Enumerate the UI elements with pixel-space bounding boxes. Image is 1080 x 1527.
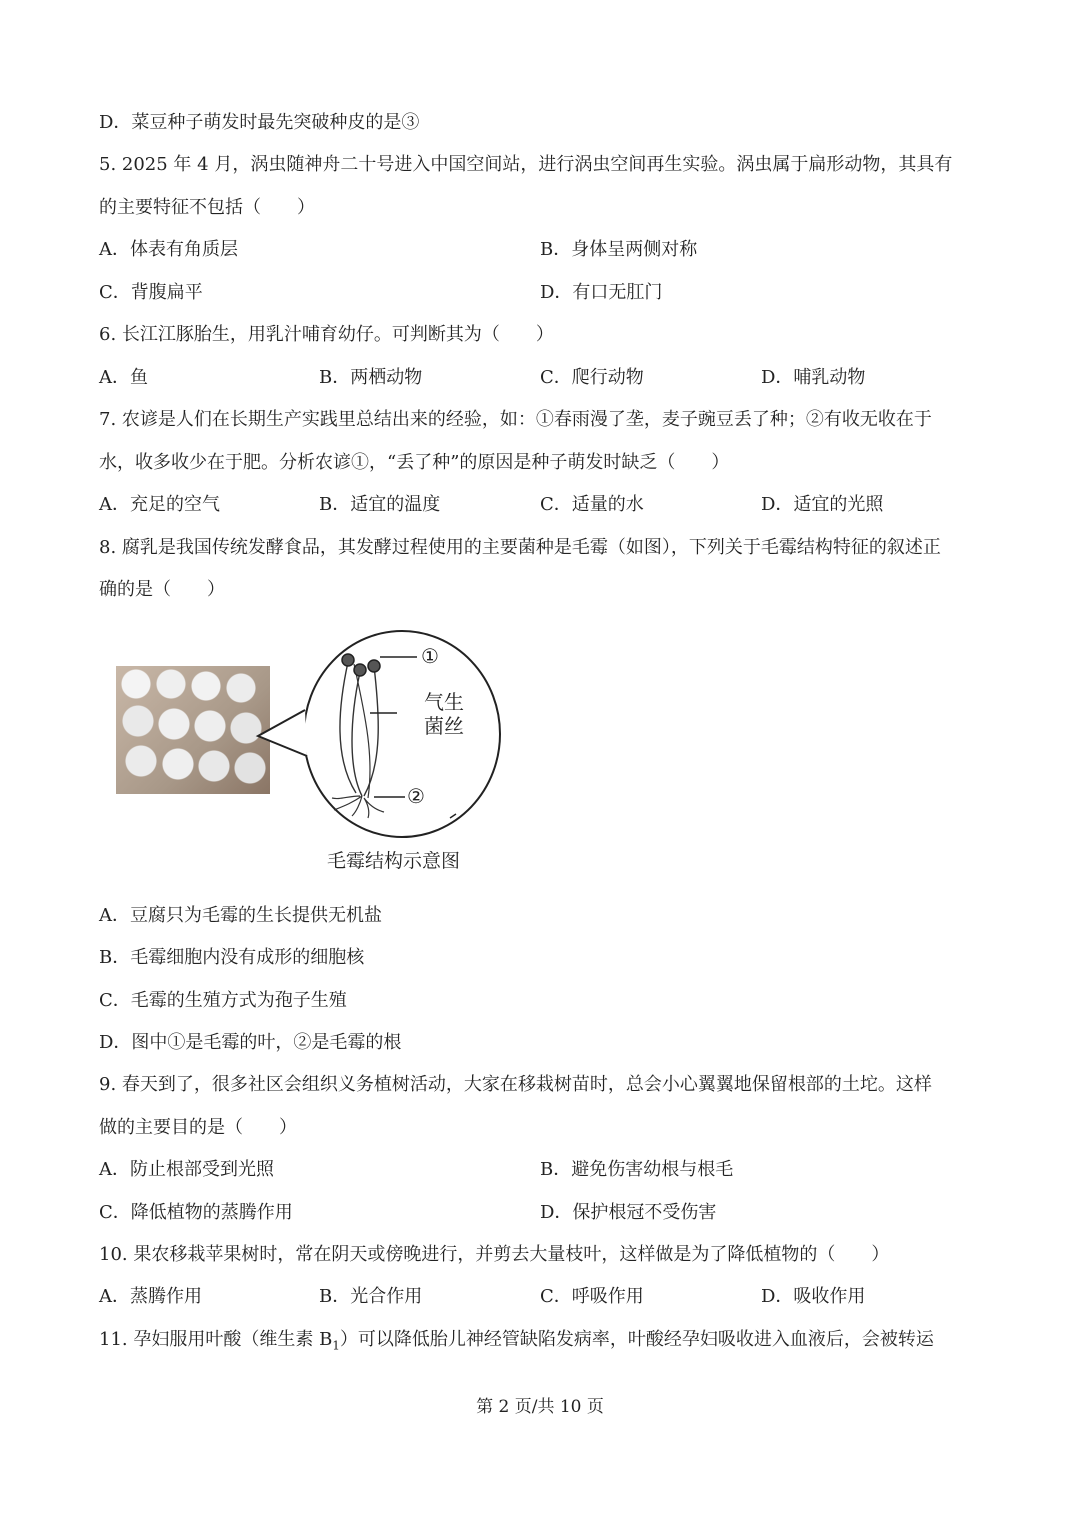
label-rhizoid: ② — [407, 784, 425, 808]
q11-stem — [99, 1328, 934, 1358]
q10-option-c: C．呼吸作用 — [540, 1286, 644, 1307]
q6-option-d: D．哺乳动物 — [761, 367, 866, 388]
q9-stem-line2: 做的主要目的是（ ） — [99, 1117, 297, 1138]
q7-stem-line2: 水，收多收少在于肥。分析农谚①，“丢了种”的原因是种子萌发时缺乏（ ） — [99, 452, 730, 473]
q8-option-d: D．图中①是毛霉的叶，②是毛霉的根 — [99, 1032, 402, 1053]
q9-option-b: B．避免伤害幼根与根毛 — [540, 1159, 734, 1180]
q6-option-c: C．爬行动物 — [540, 367, 644, 388]
q5-option-a: A．体表有角质层 — [99, 239, 238, 260]
label-aerial-hypha — [424, 690, 464, 738]
q11-stem-part1: 11. 孕妇服用叶酸（维生素 B — [99, 1329, 333, 1350]
q4-option-d: D．菜豆种子萌发时最先突破种皮的是③ — [99, 112, 420, 133]
figure-caption: 毛霉结构示意图 — [327, 850, 461, 872]
label-aerial-hypha-line2: 菌丝 — [424, 714, 464, 738]
q5-option-b: B．身体呈两侧对称 — [540, 239, 698, 260]
q9-option-a: A．防止根部受到光照 — [99, 1159, 274, 1180]
label-aerial-hypha-line1: 气生 — [424, 690, 464, 714]
q11-subscript: 1 — [332, 1338, 340, 1353]
q5-option-d: D．有口无肛门 — [540, 282, 663, 303]
q9-option-c: C．降低植物的蒸腾作用 — [99, 1202, 293, 1223]
q8-option-c: C．毛霉的生殖方式为孢子生殖 — [99, 990, 347, 1011]
q5-stem-line2: 的主要特征不包括（ ） — [99, 197, 315, 218]
q11-stem-part2: ）可以降低胎儿神经管缺陷发病率，叶酸经孕妇吸收进入血液后，会被转运 — [339, 1329, 934, 1350]
q10-option-b: B．光合作用 — [319, 1286, 423, 1307]
q7-option-b: B．适宜的温度 — [319, 494, 441, 515]
q7-option-a: A．充足的空气 — [99, 494, 220, 515]
page-footer: 第 2 页/共 10 页 — [476, 1397, 604, 1417]
q8-option-b: B．毛霉细胞内没有成形的细胞核 — [99, 947, 365, 968]
q10-option-a: A．蒸腾作用 — [99, 1286, 202, 1307]
q9-option-d: D．保护根冠不受伤害 — [540, 1202, 717, 1223]
q10-option-d: D．吸收作用 — [761, 1286, 866, 1307]
q10-stem: 10. 果农移栽苹果树时，常在阴天或傍晚进行，并剪去大量枝叶，这样做是为了降低植物的（ ） — [99, 1244, 890, 1265]
q6-option-a: A．鱼 — [99, 367, 148, 388]
mucor-structure-figure — [112, 628, 512, 878]
label-sporangium: ① — [421, 644, 439, 668]
q7-option-d: D．适宜的光照 — [761, 494, 884, 515]
q9-stem-line1: 9. 春天到了，很多社区会组织义务植树活动，大家在移栽树苗时，总会小心翼翼地保留根部的土坨。这样 — [99, 1074, 932, 1095]
q5-stem-line1: 5. 2025 年 4 月，涡虫随神舟二十号进入中国空间站，进行涡虫空间再生实验。涡虫属于扁形动物，其具有 — [99, 154, 953, 175]
q6-stem: 6. 长江江豚胎生，用乳汁哺育幼仔。可判断其为（ ） — [99, 324, 554, 345]
q7-option-c: C．适量的水 — [540, 494, 644, 515]
q5-option-c: C．背腹扁平 — [99, 282, 203, 303]
q8-stem-line1: 8. 腐乳是我国传统发酵食品，其发酵过程使用的主要菌种是毛霉（如图），下列关于毛霉结构特征的叙述正 — [99, 537, 941, 558]
q6-option-b: B．两栖动物 — [319, 367, 423, 388]
q8-option-a: A．豆腐只为毛霉的生长提供无机盐 — [99, 905, 382, 926]
q8-stem-line2: 确的是（ ） — [99, 579, 225, 600]
q7-stem-line1: 7. 农谚是人们在长期生产实践里总结出来的经验，如：①春雨漫了垄，麦子豌豆丢了种；②有收无收在于 — [99, 409, 932, 430]
